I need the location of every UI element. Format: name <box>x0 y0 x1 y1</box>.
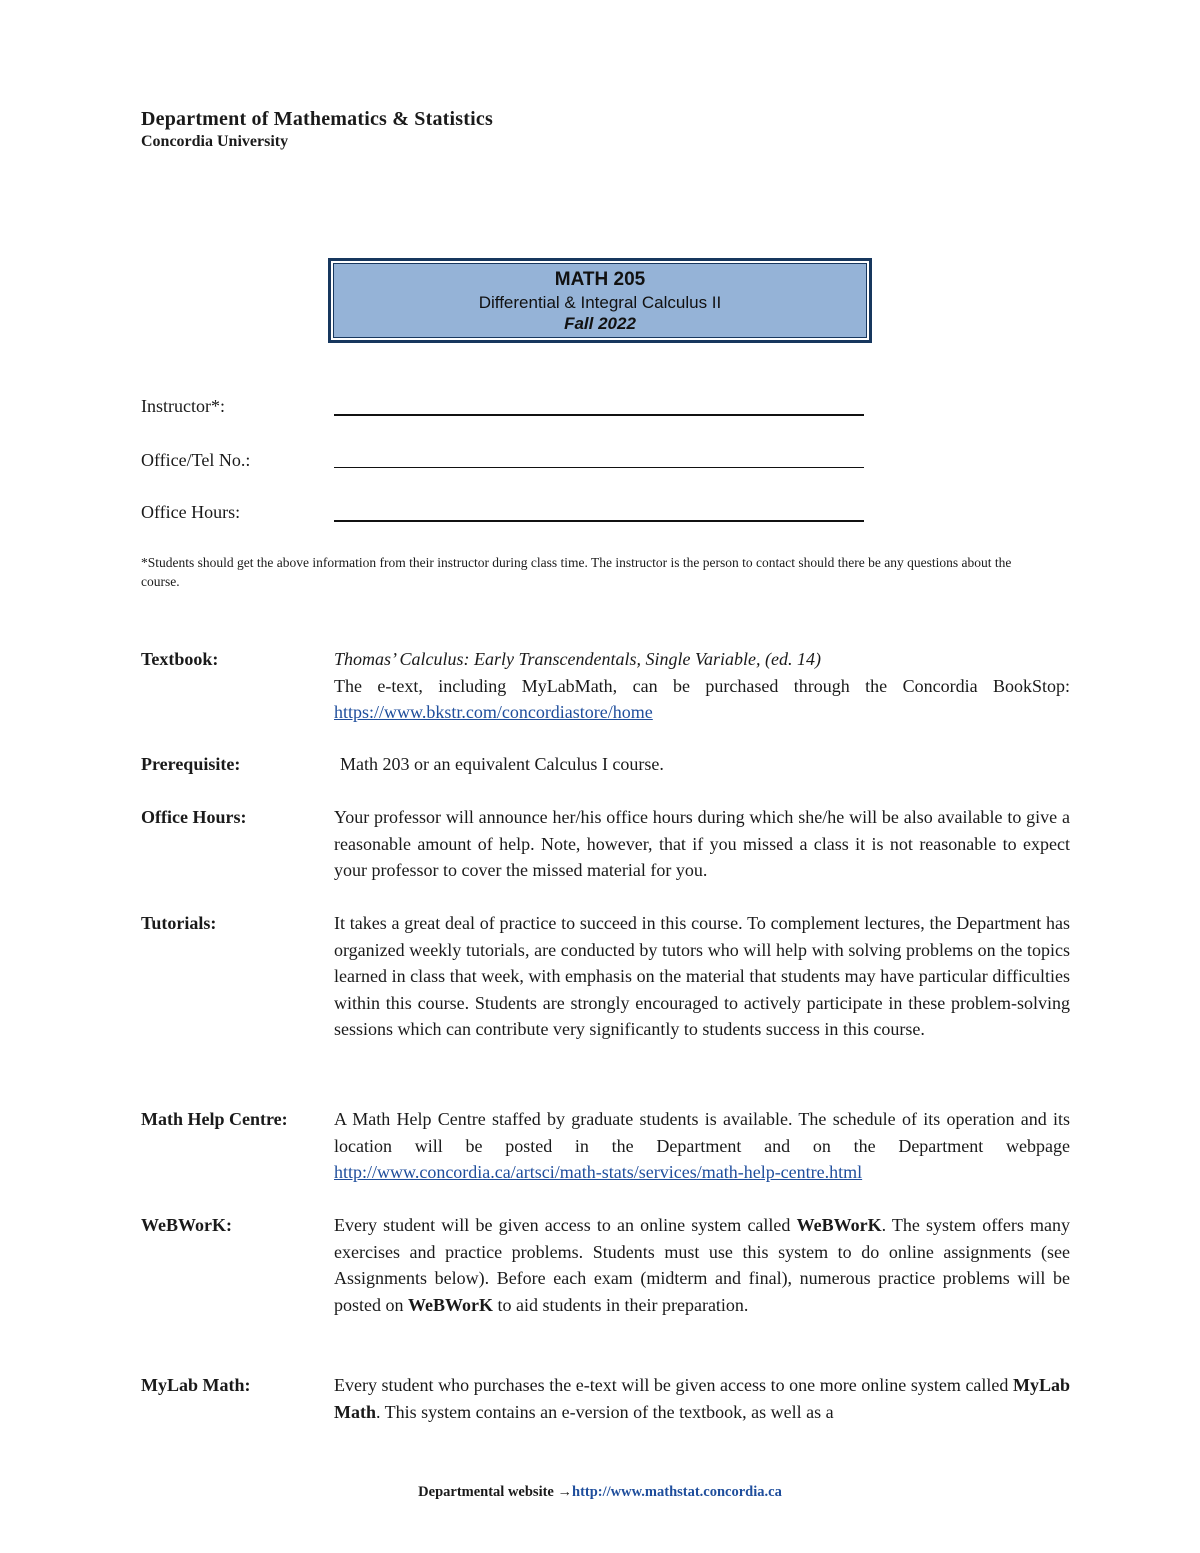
math-help-link[interactable]: http://www.concordia.ca/artsci/math-stats/services/math-help-centre.html <box>334 1162 863 1182</box>
office-hours-text: Your professor will announce her/his office hours during which she/he will be also available to give a reasonable amount of help. Note, however, that if you missed a class it is not reasonable to expect your professor to cover the missed material for you. <box>334 807 1070 880</box>
prerequisite-label: Prerequisite: <box>141 754 241 774</box>
webwork-bold-1: WeBWorK <box>796 1215 882 1235</box>
instructor-blank-line <box>334 414 864 416</box>
arrow-icon: → <box>557 1484 572 1500</box>
tutorials-text: It takes a great deal of practice to succeed in this course. To complement lectures, the Department has organized weekly tutorials, are conducted by tutors who will help with solving problems on the topics learned in class that week, with emphasis on the material that students may have particular difficulties within this course. Students are strongly encouraged to actively participate in these problem-solving sessions which can contribute very significantly to students success in this course. <box>334 913 1070 1039</box>
course-title-box <box>328 258 872 343</box>
webwork-label: WeBWorK: <box>141 1215 232 1235</box>
textbook-text: The e-text, including MyLabMath, can be purchased through the Concordia BookStop: <box>334 675 1070 696</box>
mylab-text-1: Every student who purchases the e-text will be given access to one more online system called <box>334 1375 1013 1395</box>
university-name: Concordia University <box>141 133 289 150</box>
mylab-body <box>334 1372 1070 1425</box>
math-help-body <box>334 1106 1070 1186</box>
webwork-body <box>334 1212 1070 1318</box>
instructor-note: *Students should get the above information from their instructor during class time. The instructor is the person to contact should there be any questions about the course. <box>141 555 1012 589</box>
office-tel-label: Office/Tel No.: <box>141 450 251 470</box>
bookstore-link[interactable]: https://www.bkstr.com/concordiastore/home <box>334 702 653 722</box>
course-code: MATH 205 <box>554 269 646 290</box>
course-term: Fall 2022 <box>564 314 636 333</box>
textbook-title: Thomas’ Calculus: Early Transcendentals, Single Variable, (ed. 14) <box>334 649 821 669</box>
mylab-text-2: . This system contains an e-version of the textbook, as well as a <box>376 1401 834 1422</box>
textbook-label: Textbook: <box>141 649 219 669</box>
office-hours-blank-line <box>334 520 864 522</box>
prerequisite-text: Math 203 or an equivalent Calculus I course. <box>340 754 664 774</box>
course-name: Differential & Integral Calculus II <box>478 293 722 312</box>
webwork-bold-2: WeBWorK <box>408 1294 493 1315</box>
math-help-text: A Math Help Centre staffed by graduate students is available. The schedule of its operation and its location will be posted in the Department and on the Department webpage <box>334 1109 1070 1156</box>
office-hours-label: Office Hours: <box>141 502 241 522</box>
page-footer <box>0 1484 1200 1501</box>
webwork-text-3: to aid students in their preparation. <box>493 1294 749 1315</box>
mylab-bold-1: MyLab Math <box>334 1375 1070 1422</box>
instructor-label: Instructor*: <box>141 396 225 416</box>
textbook-body <box>334 646 1070 726</box>
office-hours-section-label: Office Hours: <box>141 807 247 827</box>
department-title: Department of Mathematics & Statistics <box>141 108 493 130</box>
webwork-text-2: . The system offers many exercises and practice problems. Students must use this system to do online assignments (see Assignments below). Before each exam (midterm and final), numerous practice problems will be posted on <box>334 1215 1070 1315</box>
tutorials-label: Tutorials: <box>141 913 217 933</box>
math-help-label: Math Help Centre: <box>141 1109 288 1129</box>
footer-website-link[interactable]: http://www.mathstat.concordia.ca <box>572 1484 782 1500</box>
webwork-text-1: Every student will be given access to an online system called <box>334 1215 797 1235</box>
office-tel-blank-line <box>334 467 864 468</box>
footer-label: Departmental website <box>418 1484 558 1500</box>
mylab-label: MyLab Math: <box>141 1375 251 1395</box>
